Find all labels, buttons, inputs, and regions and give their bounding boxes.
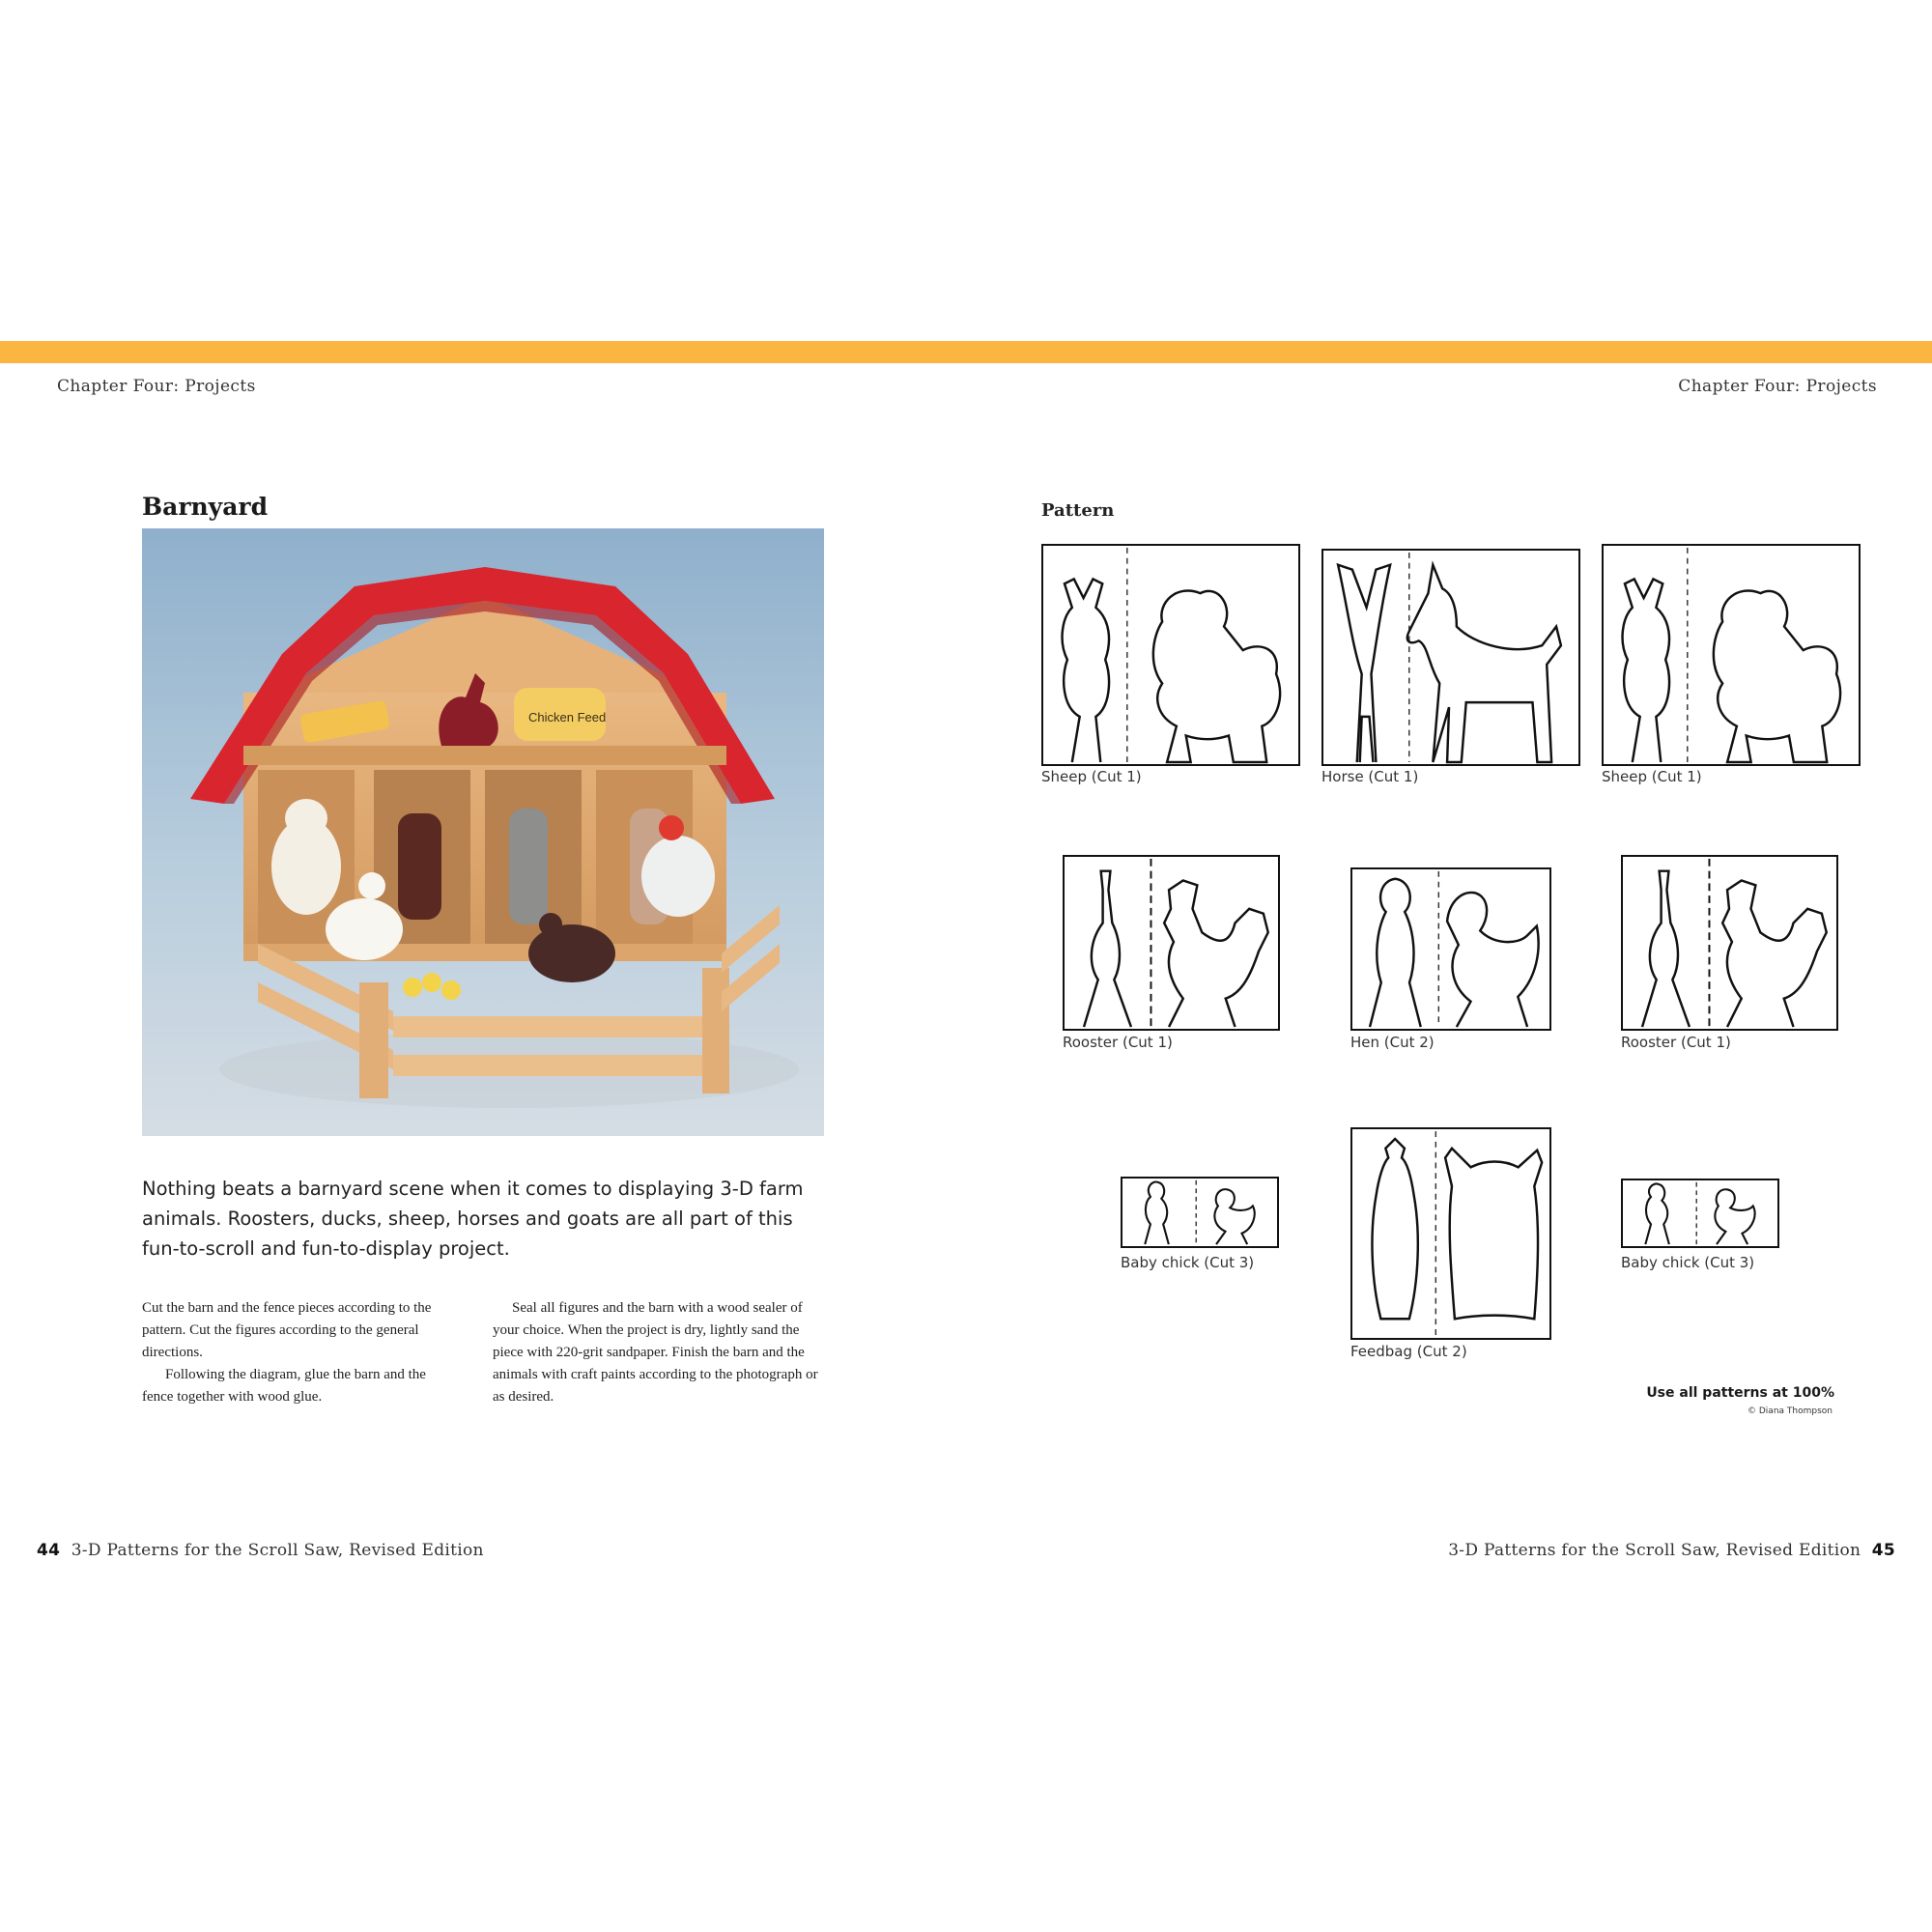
- feed-bag-label: Chicken Feed: [528, 710, 607, 724]
- pattern-caption: Baby chick (Cut 3): [1621, 1254, 1755, 1271]
- book-title-left: 3-D Patterns for the Scroll Saw, Revised Edition: [71, 1541, 484, 1560]
- book-title-right: 3-D Patterns for the Scroll Saw, Revised Edition: [1448, 1541, 1861, 1560]
- hen-pattern-icon: [1350, 867, 1551, 1031]
- barnyard-photo: [142, 528, 824, 1136]
- body-column-2: [493, 1297, 821, 1408]
- body-paragraph: Cut the barn and the fence pieces according to the pattern. Cut the figures according to the general directions.: [142, 1300, 432, 1360]
- header-accent-band: [0, 341, 1932, 363]
- sheep-pattern-icon: [1602, 544, 1861, 766]
- page-number-right: 45: [1871, 1541, 1895, 1560]
- rooster-pattern-icon: [1063, 855, 1280, 1031]
- footer-right: [1448, 1541, 1895, 1560]
- pattern-caption: Feedbag (Cut 2): [1350, 1343, 1467, 1360]
- pattern-caption: Baby chick (Cut 3): [1121, 1254, 1255, 1271]
- body-paragraph: Seal all figures and the barn with a wood sealer of your choice. When the project is dry, lightly sand the piece with 220-grit sandpaper. Finish the barn and the animals with craft paints according to the photograph or as desired.: [493, 1300, 818, 1405]
- chick-pattern-icon: [1621, 1179, 1779, 1248]
- scale-note: Use all patterns at 100%: [1646, 1385, 1834, 1401]
- pattern-caption: Sheep (Cut 1): [1041, 768, 1142, 785]
- feedbag-pattern-icon: [1350, 1127, 1551, 1340]
- footer-left: [37, 1541, 484, 1560]
- running-head-right: Chapter Four: Projects: [1678, 377, 1877, 396]
- running-head-left: Chapter Four: Projects: [57, 377, 256, 396]
- body-column-1: [142, 1297, 451, 1408]
- pattern-caption: Rooster (Cut 1): [1621, 1034, 1731, 1051]
- lead-paragraph: Nothing beats a barnyard scene when it comes to displaying 3-D farm animals. Roosters, ducks, sheep, horses and goats are all part of this fun-to-scroll and fun-to-display project.: [142, 1178, 804, 1260]
- page-number-left: 44: [37, 1541, 61, 1560]
- horse-pattern-icon: [1321, 549, 1580, 766]
- body-paragraph: Following the diagram, glue the barn and the fence together with wood glue.: [142, 1367, 426, 1405]
- pattern-caption: Hen (Cut 2): [1350, 1034, 1435, 1051]
- sheep-pattern-icon: [1041, 544, 1300, 766]
- barn-photo-illustration-icon: [142, 528, 824, 1136]
- pattern-heading: Pattern: [1041, 500, 1115, 521]
- rooster-pattern-icon: [1621, 855, 1838, 1031]
- chick-pattern-icon: [1121, 1177, 1279, 1248]
- project-title: Barnyard: [142, 493, 269, 521]
- pattern-caption: Sheep (Cut 1): [1602, 768, 1702, 785]
- pattern-caption: Rooster (Cut 1): [1063, 1034, 1173, 1051]
- copyright-credit: © Diana Thompson: [1747, 1406, 1833, 1416]
- pattern-caption: Horse (Cut 1): [1321, 768, 1419, 785]
